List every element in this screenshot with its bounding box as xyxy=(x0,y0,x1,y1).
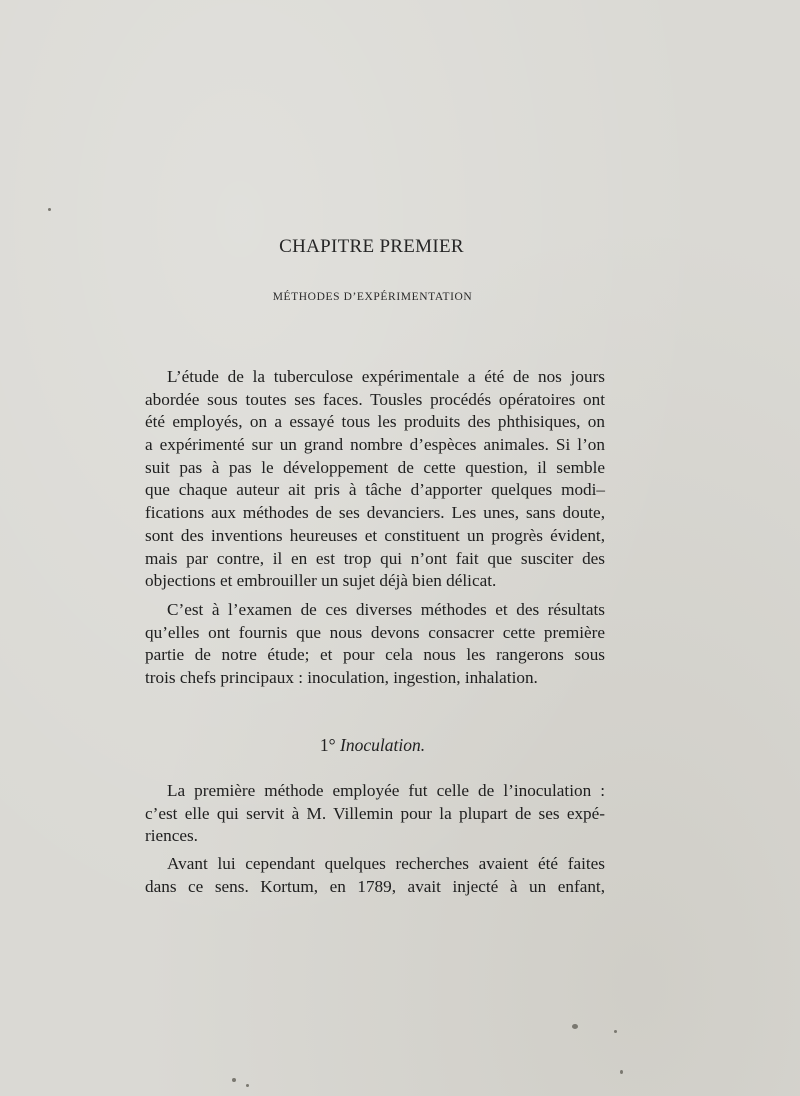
text-line: fications aux méthodes de ses devanciers. Les unes, sans doute, xyxy=(145,503,605,523)
chapter-subtitle: MÉTHODES D’EXPÉRIMENTATION xyxy=(272,291,473,303)
section-heading xyxy=(0,735,745,756)
text-line: mais par contre, il en est trop qui n’ont fait que susciter des xyxy=(145,548,605,568)
text-line: L’étude de la tuberculose expérimentale a été de nos jours xyxy=(167,367,605,386)
text-line: que chaque auteur ait pris à tâche d’apporter quelques modi– xyxy=(145,480,605,500)
text-line: La première méthode employée fut celle de l’inoculation : xyxy=(167,781,605,800)
text-line: partie de notre étude; et pour cela nous les rangerons sous xyxy=(145,645,605,665)
text-line: Avant lui cependant quelques recherches avaient été faites xyxy=(167,854,605,873)
paragraph-1 xyxy=(145,366,605,593)
text-line: dans ce sens. Kortum, en 1789, avait injecté à un enfant, xyxy=(145,876,605,896)
text-line: objections et embrouiller un sujet déjà bien délicat. xyxy=(145,571,497,591)
text-line: a expérimenté sur un grand nombre d’espèces animales. Si l’on xyxy=(145,435,605,455)
text-line: suit pas à pas le développement de cette question, il semble xyxy=(145,457,605,477)
paragraph-3 xyxy=(145,780,605,848)
paper-speck xyxy=(246,1084,249,1087)
paper-speck xyxy=(232,1078,236,1082)
text-line: C’est à l’examen de ces diverses méthodes et des résultats xyxy=(167,600,605,619)
chapter-title: CHAPITRE PREMIER xyxy=(279,236,464,257)
text-line: abordée sous toutes ses faces. Tousles procédés opératoires ont xyxy=(145,389,605,409)
text-line: riences. xyxy=(145,826,198,846)
text-line: été employés, on a essayé tous les produits des phthisiques, on xyxy=(145,412,605,432)
paragraph-2 xyxy=(145,599,605,690)
paper-speck xyxy=(614,1030,617,1033)
text-line: trois chefs principaux : inoculation, ingestion, inhalation. xyxy=(145,668,538,688)
section-number: 1° xyxy=(319,735,336,755)
text-line: c’est elle qui servit à M. Villemin pour la plupart de ses expé- xyxy=(145,803,605,823)
paper-speck xyxy=(48,208,51,211)
section-title: Inoculation. xyxy=(340,735,426,755)
paper-speck xyxy=(572,1024,578,1029)
paragraph-4 xyxy=(145,853,605,898)
text-line: qu’elles ont fournis que nous devons consacrer cette première xyxy=(145,622,605,642)
text-line: sont des inventions heureuses et constituent un progrès évident, xyxy=(145,525,605,545)
paper-speck xyxy=(620,1070,623,1074)
